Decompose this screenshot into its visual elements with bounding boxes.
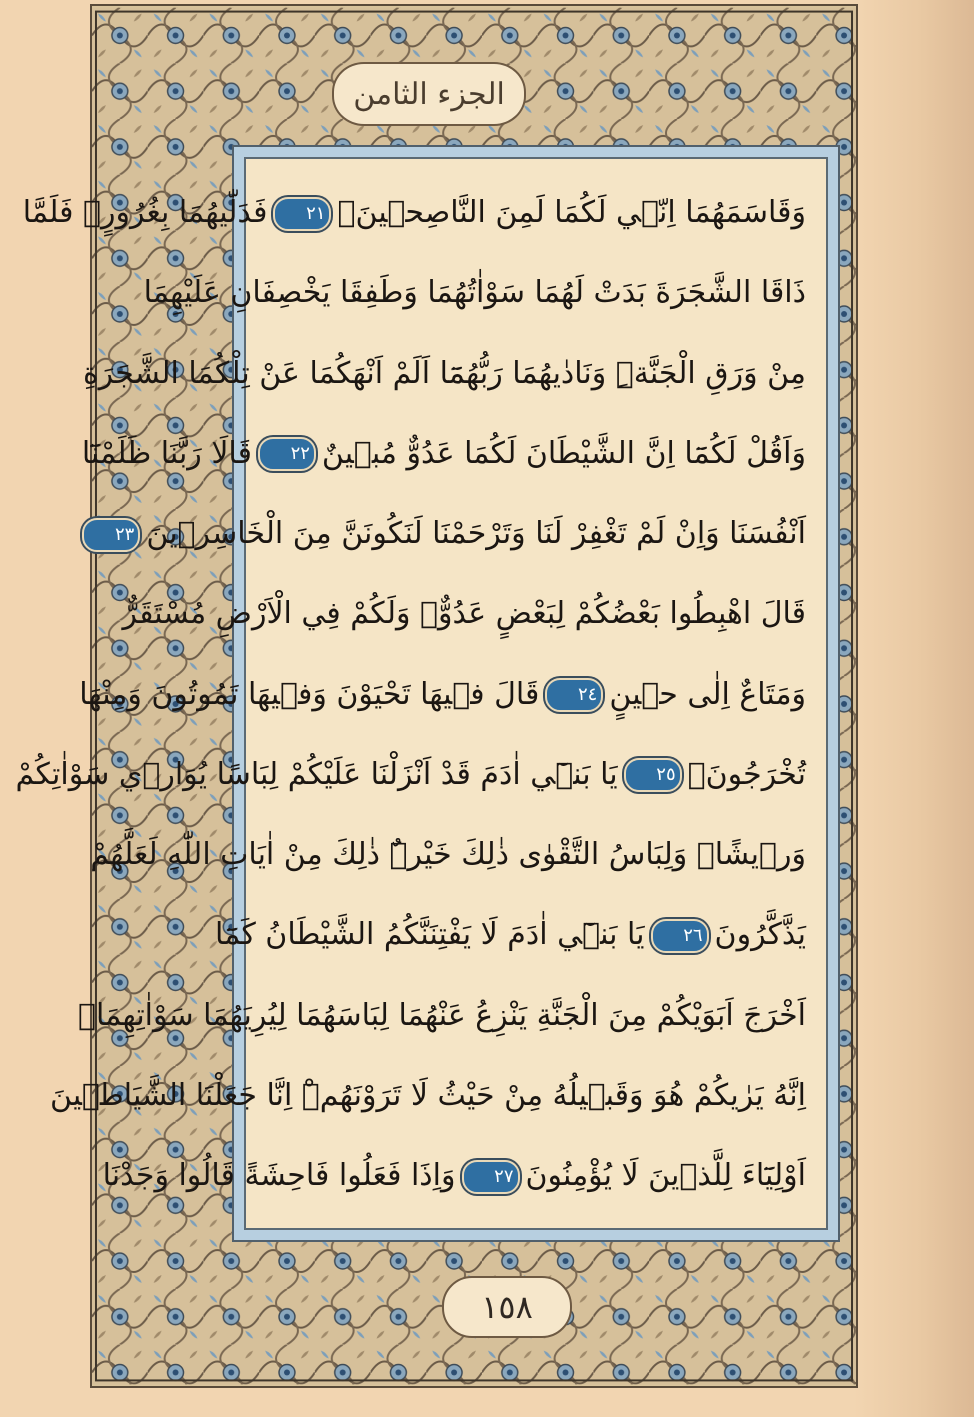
juz-title: الجزء الثامن [353, 76, 505, 112]
text-line: اَوْلِيَٓاءَ لِلَّذ۪ينَ لَا يُؤْمِنُونَ٢٧وَاِذَا فَعَلُوا فَاحِشَةً قَالُوا وَجَدْنَا [102, 1158, 806, 1193]
page-edge-shadow [854, 0, 974, 1417]
ayah-number-medallion: ٢٧ [462, 1160, 520, 1194]
ayah-number-medallion: ٢٤ [545, 678, 603, 712]
ayah-number-medallion: ٢١ [273, 197, 331, 231]
text-area [15, 157, 828, 1230]
ayah-number-medallion: ٢٣ [82, 518, 140, 552]
text-line: وَقَاسَمَهُمَا اِنّ۪ي لَكُمَا لَمِنَ النَّاصِح۪ينَۙ٢١فَدَلّٰيهُمَا بِغُرُورٍۚ فَلَمَّا [22, 195, 806, 230]
verse-lines [15, 175, 806, 1214]
page-number: ١٥٨ [481, 1288, 533, 1326]
text-line: ذَاقَا الشَّجَرَةَ بَدَتْ لَهُمَا سَوْاٰتُهُمَا وَطَفِقَا يَخْصِفَانِ عَلَيْهِمَا [143, 275, 806, 311]
text-line: اَخْرَجَ اَبَوَيْكُمْ مِنَ الْجَنَّةِ يَنْزِعُ عَنْهُمَا لِبَاسَهُمَا لِيُرِيَهُمَا سَوْاٰتِهِمَاۜ [78, 997, 806, 1033]
text-line: تُخْرَجُونَ۟٢٥يَا بَن۪ٓي اٰدَمَ قَدْ اَنْزَلْنَا عَلَيْكُمْ لِبَاسًا يُوَار۪ي سَوْاٰتِكُمْ [15, 756, 806, 792]
ayah-number-medallion: ٢٦ [651, 919, 709, 953]
text-line: اِنَّهُ يَرٰيكُمْ هُوَ وَقَب۪يلُهُ مِنْ حَيْثُ لَا تَرَوْنَهُمْۜ اِنَّا جَعَلْنَا الشَّيَاط۪ينَ [50, 1077, 806, 1113]
text-line: قَالَ اهْبِطُوا بَعْضُكُمْ لِبَعْضٍ عَدُوٌّۚ وَلَكُمْ فِي الْاَرْضِ مُسْتَقَرٌّ [122, 596, 806, 632]
text-panel [15, 145, 840, 1242]
ayah-number-medallion: ٢٢ [258, 437, 316, 471]
text-line: مِنْ وَرَقِ الْجَنَّةِۜ وَنَادٰيهُمَا رَبُّهُمَٓا اَلَمْ اَنْهَكُمَا عَنْ تِلْكُمَا الشَّجَرَةِ [82, 355, 806, 391]
text-line: يَذَّكَّرُونَ٢٦يَا بَن۪ٓي اٰدَمَ لَا يَفْتِنَنَّكُمُ الشَّيْطَانُ كَمَٓا [214, 917, 806, 953]
text-line: وَمَتَاعٌ اِلٰى ح۪ينٍ٢٤قَالَ ف۪يهَا تَحْيَوْنَ وَف۪يهَا تَمُوتُونَ وَمِنْهَا [79, 676, 806, 712]
page-number-cartouche [442, 1276, 572, 1338]
ayah-number-medallion: ٢٥ [624, 758, 682, 792]
text-line: اَنْفُسَنَا وَاِنْ لَمْ تَغْفِرْ لَنَا وَتَرْحَمْنَا لَنَكُونَنَّ مِنَ الْخَاسِر۪ينَ٢٣ [266, 496, 806, 572]
text-line: وَر۪يشًاۜ وَلِبَاسُ التَّقْوٰى ذٰلِكَ خَيْرٌۜ ذٰلِكَ مِنْ اٰيَاتِ اللّٰهِ لَعَلَّهُمْ [90, 837, 806, 872]
text-line: وَاَقُلْ لَكُمَٓا اِنَّ الشَّيْطَانَ لَكُمَا عَدُوٌّ مُب۪ينٌ٢٢قَالَا رَبَّنَا ظَلَمْنَٓا [81, 435, 806, 471]
juz-title-cartouche [332, 62, 526, 126]
